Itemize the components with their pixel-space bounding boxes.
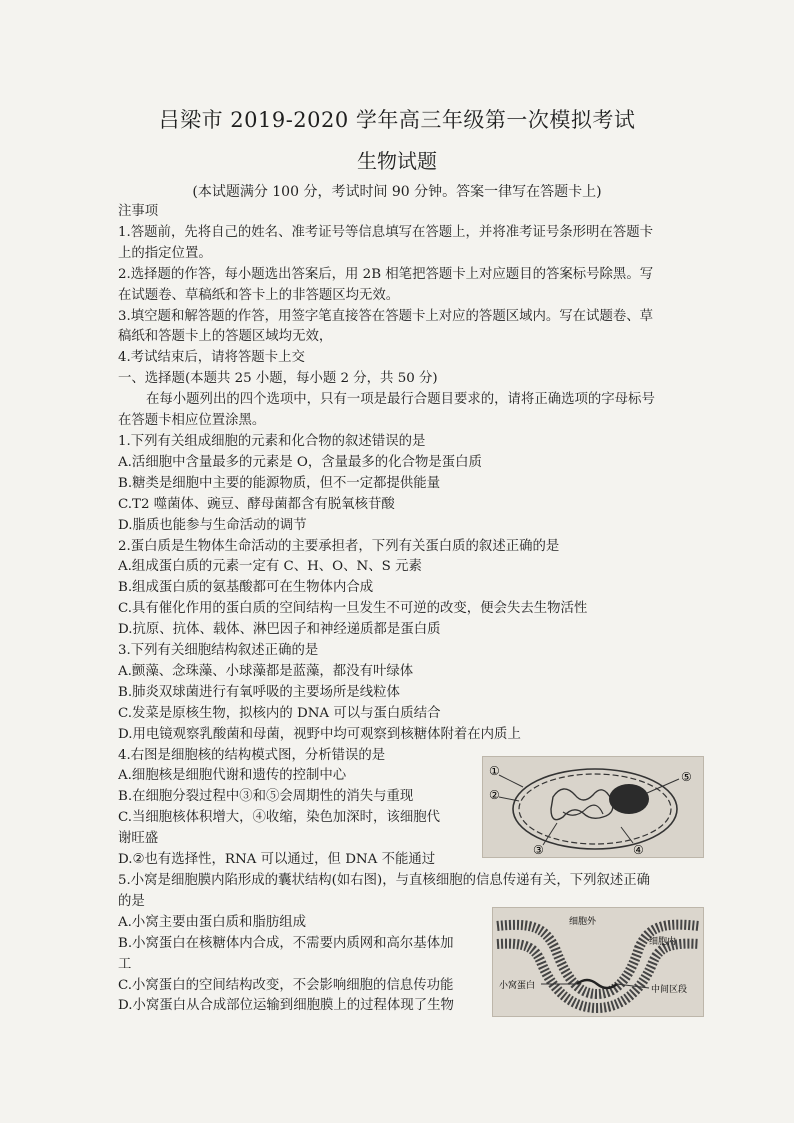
- question-2: 2.蛋白质是生物体生命活动的主要承担者，下列有关蛋白质的叙述正确的是: [118, 538, 560, 554]
- question-1-option-b: B.糖类是细胞中主要的能源物质，但不一定都提供能量: [118, 475, 441, 491]
- nuclear-envelope-inner: [519, 774, 671, 844]
- figure2-label-caveolin: 小窝蛋白: [499, 981, 536, 991]
- question-3-option-b: B.肺炎双球菌进行有氧呼吸的主要场所是线粒体: [118, 684, 400, 700]
- label-line-1: [499, 775, 523, 787]
- question-4-option-c: C.当细胞核体积增大，④收缩，染色加深时，该细胞代: [118, 810, 441, 826]
- question-5: 5.小窝是细胞膜内陷形成的囊状结构(如右图)，与直核细胞的信息传递有关，下列叙述正确: [118, 873, 651, 888]
- question-1-option-d: D.脂质也能参与生命活动的调节: [118, 517, 307, 533]
- question-2-option-a: A.组成蛋白质的元素一定有 C、H、O、N、S 元素: [118, 559, 422, 575]
- question-2-option-d: D.抗原、抗体、载体、淋巴因子和神经递质都是蛋白质: [118, 622, 441, 638]
- notice-item-2: 2.选择题的作答，每小题选出答案后，用 2B 相笔把答题卡上对应题目的答案标号除黑。写: [118, 266, 654, 282]
- figure2-label-inside: 细胞内: [649, 937, 677, 947]
- notice-item-4: 4.考试结束后，请将答题卡上交: [118, 350, 305, 366]
- question-5-cont: 的是: [118, 893, 145, 909]
- exam-note: (本试题满分 100 分，考试时间 90 分钟。答案一律写在答题卡上): [192, 184, 602, 200]
- nuclear-envelope-outer: [513, 769, 677, 849]
- section-heading: 一、选择题(本题共 25 小题，每小题 2 分，共 50 分): [118, 371, 438, 387]
- membrane-inner-layer: [497, 944, 699, 1008]
- question-4: 4.右图是细胞核的结构模式图，分析错误的是: [118, 747, 386, 763]
- section-instruction-cont: 在答题卡相应位置涂黑。: [118, 413, 266, 429]
- notice-item-1-cont: 上的指定位置。: [118, 245, 212, 261]
- question-3-option-a: A.颤藻、念珠藻、小球藻都是蓝藻，都没有叶绿体: [118, 663, 414, 679]
- question-3: 3.下列有关细胞结构叙述正确的是: [118, 643, 319, 659]
- question-4-option-a: A.细胞核是细胞代谢和遗传的控制中心: [118, 768, 347, 784]
- exam-body: [118, 202, 678, 1017]
- question-1: 1.下列有关组成细胞的元素和化合物的叙述错误的是: [118, 433, 426, 449]
- section-instruction: 在每小题列出的四个选项中，只有一项是最行合题目要求的，请将正确选项的字母标号: [146, 392, 655, 408]
- question-5-option-b-cont: 工: [118, 956, 132, 972]
- nucleus-diagram-svg: [483, 757, 703, 857]
- question-4-option-b: B.在细胞分裂过程中③和⑤会周期性的消失与重现: [118, 789, 414, 805]
- question-2-option-b: B.组成蛋白质的氨基酸都可在生物体内合成: [118, 580, 374, 596]
- question-2-option-c: C.具有催化作用的蛋白质的空间结构一旦发生不可逆的改变，便会失去生物活性: [118, 601, 588, 617]
- figure1-label-3: ③: [533, 843, 544, 857]
- exam-subtitle: 生物试题: [357, 149, 437, 173]
- notice-item-1: 1.答题前，先将自己的姓名、准考证号等信息填写在答题上，并将准考证号条形明在答题卡: [118, 224, 654, 240]
- figure1-label-4: ④: [633, 843, 644, 857]
- figure1-label-2: ②: [489, 788, 500, 802]
- caveola-diagram: [492, 907, 704, 1017]
- exam-title: 吕梁市 2019-2020 学年高三年级第一次模拟考试: [158, 108, 636, 132]
- notice-heading: 注事项: [118, 204, 159, 219]
- figure1-label-5: ⑤: [681, 770, 692, 784]
- caveola-diagram-svg: [493, 908, 703, 1016]
- notice-item-3-cont: 稿纸和答题卡上的答题区域均无效，: [118, 329, 333, 345]
- figure2-label-middle: 中间区段: [651, 985, 688, 995]
- question-1-option-a: A.活细胞中含量最多的元素是 O，含量最多的化合物是蛋白质: [118, 454, 482, 470]
- figure1-label-1: ①: [489, 764, 500, 778]
- question-5-option-c: C.小窝蛋白的空间结构改变，不会影响细胞的信息传功能: [118, 977, 454, 993]
- question-5-option-b: B.小窝蛋白在核糖体内合成，不需要内质网和高尔基体加: [118, 935, 454, 951]
- nucleolus: [609, 784, 649, 814]
- notice-item-3: 3.填空题和解答题的作答，用签字笔直接答在答题卡上对应的答题区域内。写在试题卷、草: [118, 308, 654, 324]
- question-3-option-c: C.发菜是原核生物，拟核内的 DNA 可以与蛋白质结合: [118, 705, 441, 721]
- notice-item-2-cont: 在试题卷、草稿纸和答卡上的非答题区均无效。: [118, 287, 400, 303]
- nucleus-diagram: [482, 756, 704, 858]
- question-1-option-c: C.T2 噬菌体、豌豆、酵母菌都含有脱氧核苷酸: [118, 496, 395, 512]
- question-4-option-c-cont: 谢旺盛: [118, 831, 159, 847]
- question-5-option-d: D.小窝蛋白从合成部位运输到细胞膜上的过程体现了生物: [118, 998, 454, 1014]
- figure2-label-outside: 细胞外: [569, 917, 597, 927]
- question-5-option-a: A.小窝主要由蛋白质和脂肪组成: [118, 914, 307, 930]
- question-3-option-d: D.用电镜观察乳酸菌和母菌，视野中均可观察到核糖体附着在内质上: [118, 726, 521, 742]
- question-4-option-d: D.②也有选择性，RNA 可以通过，但 DNA 不能通过: [118, 852, 436, 868]
- chromatin: [551, 789, 613, 820]
